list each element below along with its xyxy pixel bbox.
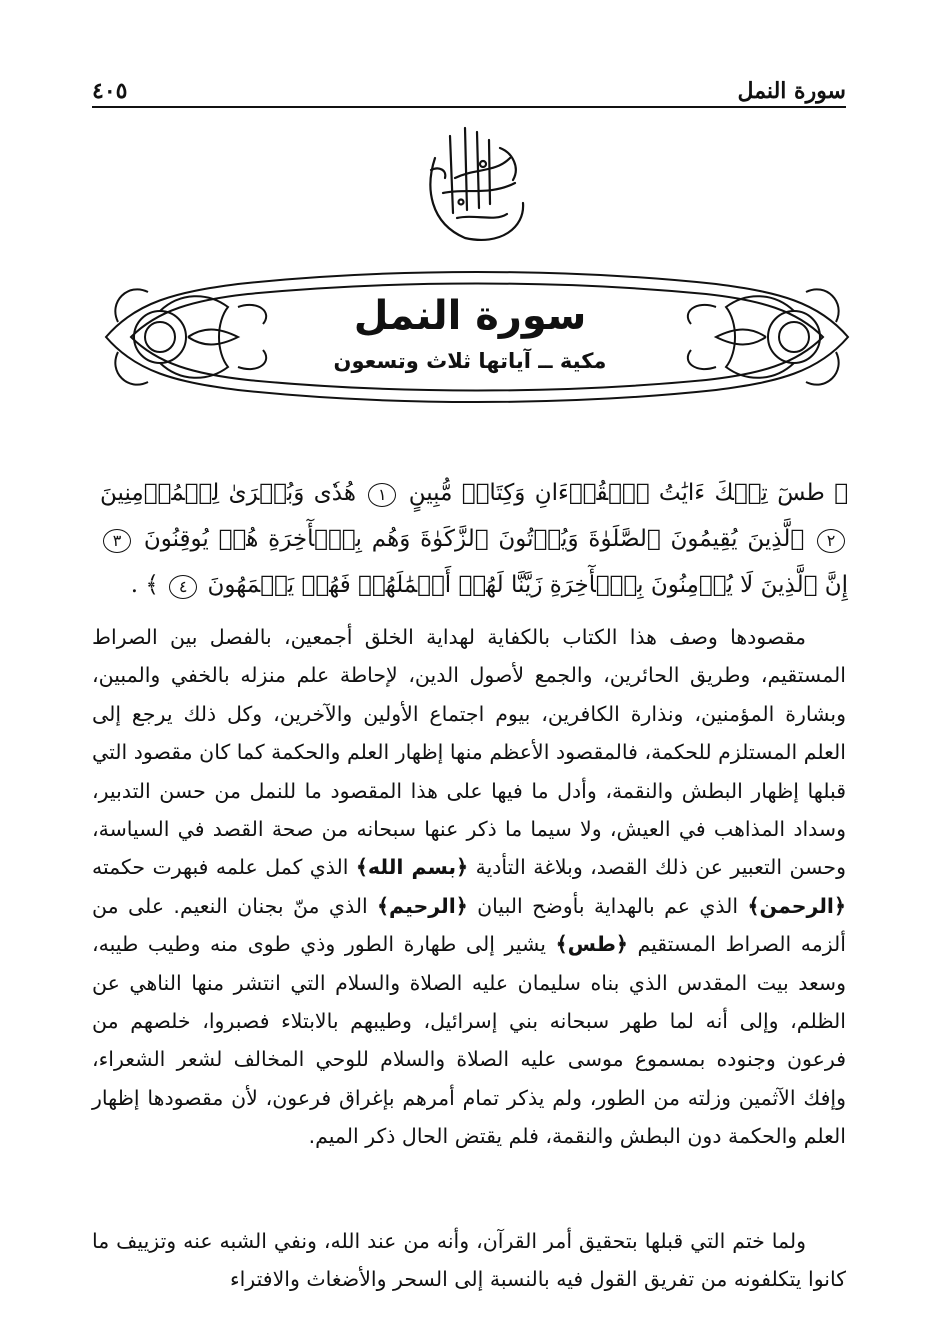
page-header [92,60,846,104]
commentary-paragraph-2: ولما ختم التي قبلها بتحقيق أمر القرآن، وأنه من عند الله، ونفي الشبه عنه وتزييف ما كانوا يتكلفونه من تفريق القول فيه بالنسبة إلى السحر والأضغاث والافتراء [92,1229,846,1292]
paragraph-1-text-2: الذي كمل علمه فبهرت حكمته [92,855,349,880]
verse-close-bracket: ﴾ . [130,572,159,598]
basmala-calligraphy [395,118,555,248]
surah-subtitle: مكية ــ آياتها ثلاث وتسعون [333,349,607,373]
banner-text [250,280,690,400]
verse-1: طسٓ تِلۡكَ ءَايَٰتُ ٱلۡقُرۡءَانِ وَكِتَابٖ مُّبِينٍ [408,480,825,506]
header-divider [92,106,846,108]
verse-number-2: ٢ [817,529,845,553]
verse-3: ٱلَّذِينَ يُقِيمُونَ ٱلصَّلَوٰةَ وَيُؤۡتُونَ ٱلزَّكَوٰةَ وَهُم بِٱلۡأٓخِرَةِ هُمۡ يُوقِنُونَ [143,526,805,552]
verse-4: إِنَّ ٱلَّذِينَ لَا يُؤۡمِنُونَ بِٱلۡأٓخِرَةِ زَيَّنَّا لَهُمۡ أَعۡمَٰلَهُمۡ فَهُمۡ يَعۡمَهُونَ [207,572,848,598]
highlight-bism-allah: ﴿بسم الله﴾ [355,855,469,880]
page-number: ٤٠٥ [92,78,128,104]
verse-open-bracket: ﴿ [834,480,849,506]
quran-verses [100,470,848,608]
paragraph-1-text-5: يشير إلى طهارة الطور وذي طوى منه وطيب طيبه، وسعد بيت المقدس الذي بناه سليمان عليه الصلاة والسلام التي انتشر منها الناهي عن الظلم، وإلى أنه لما طهر سبحانه بني إسرائيل، وطيبهم بالابتلاء فصبروا، خلصهم من فرعون وجنوده بمسموع موسى عليه الصلاة والسلام للوحي المخالف لشعر الشعراء، وإفك الآثمين وزلته من الطور، ولم يذكر تمام أمرهم بإغراق فرعون، لأن مقصودها إظهار العلم والحكمة دون البطش والنقمة، فلم يقتض الحال ذكر الميم. [92,932,846,1149]
highlight-al-rahman: ﴿الرحمن﴾ [747,893,846,918]
commentary-paragraph-1 [92,618,846,1156]
highlight-al-rahim: ﴿الرحيم﴾ [377,893,468,918]
paragraph-1-text-3: الذي عم بالهداية بأوضح البيان [477,893,739,918]
paragraph-1-text-1: مقصودها وصف هذا الكتاب بالكفاية لهداية الخلق أجمعين، بالفصل بين الصراط المستقيم، وطريق الحائرين، والجمع لأصول الدين، لإحاطة علم منزله بالخفي والمبين، وبشارة المؤمنين، ونذارة الكافرين، بيوم اجتماع الأولين والآخرين، وكل ذلك يرجع إلى العلم المستلزم للحكمة، فالمقصود الأعظم منها إظهار العلم والحكمة كما كان مقصود التي قبلها إظهار البطش والنقمة، وأدل ما فيها على هذا المقصود ما للنمل من حسن التدبير، وسداد المذاهب في العيش، ولا سيما ما ذكر عنها سبحانه من صحة القصد في السياسة، وحسن التعبير عن ذلك القصد، وبلاغة التأدية [92,625,846,880]
verse-number-4: ٤ [169,575,197,599]
verse-2: هُدٗى وَبُشۡرَىٰ لِلۡمُؤۡمِنِينَ [100,480,356,506]
highlight-ta-sin: ﴿طس﴾ [555,932,628,957]
surah-title: سورة النمل [353,293,587,339]
verse-number-3: ٣ [103,529,131,553]
paragraph-1-text-4: الذي منّ بجنان النعيم. على من ألزمه الصراط المستقيم [92,893,846,957]
header-surah-name: سورة النمل [737,78,846,104]
verse-number-1: ١ [368,483,396,507]
